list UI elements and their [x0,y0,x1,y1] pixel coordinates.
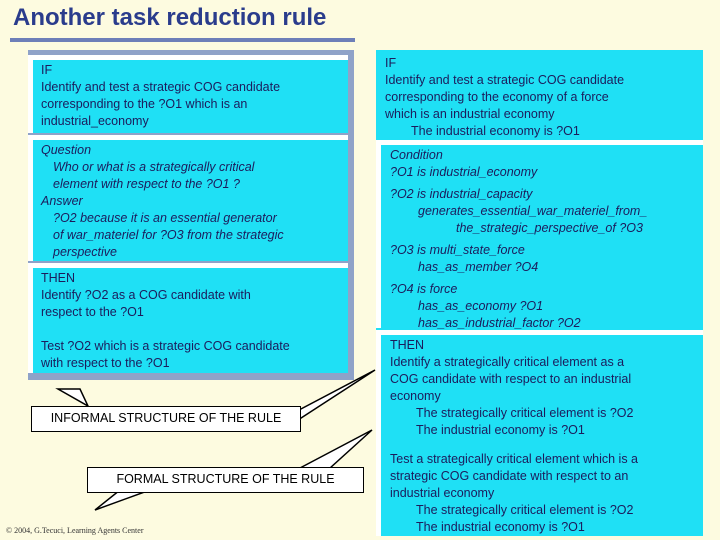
then-text: Identify ?O2 as a COG candidate with [41,288,251,302]
informal-structure-callout: INFORMAL STRUCTURE OF THE RULE [31,406,301,432]
formal-then-text: The strategically critical element is ?O2 [416,406,634,420]
formal-if-text: corresponding to the economy of a force [385,90,609,104]
answer-label: Answer [41,194,83,208]
formal-then-text: The industrial economy is ?O1 [416,423,585,437]
answer-text: ?O2 because it is an essential generator [53,211,277,225]
if-text: industrial_economy [41,114,149,128]
formal-test-text: Test a strategically critical element which is a [390,452,639,466]
answer-text: perspective [53,245,117,259]
condition-clause: generates_essential_war_materiel_from_ [418,204,648,218]
condition-clause: ?O1 is industrial_economy [390,165,538,179]
answer-text: of war_materiel for ?O3 from the strategic [53,228,284,242]
formal-then-box [376,330,703,536]
condition-clause: ?O2 is industrial_capacity [390,187,533,201]
condition-clause: ?O4 is force [390,282,458,296]
formal-test-text: The strategically critical element is ?O2 [416,503,634,517]
test-text: Test ?O2 which is a strategic COG candidate [41,339,290,353]
condition-label: Condition [390,148,443,162]
page-title: Another task reduction rule [13,4,327,31]
formal-test-text: The industrial economy is ?O1 [416,520,585,534]
condition-clause: has_as_economy ?O1 [418,299,544,313]
question-label: Question [41,143,92,157]
if-label: IF [41,63,53,77]
condition-box [376,140,703,328]
formal-test-text: industrial economy [390,486,495,500]
question-text: element with respect to the ?O1 ? [53,177,240,191]
formal-then-text: economy [390,389,441,403]
condition-clause: ?O3 is multi_state_force [390,243,525,257]
then-text: respect to the ?O1 [41,305,144,319]
condition-clause: has_as_industrial_factor ?O2 [418,316,581,330]
formal-if-text: The industrial economy is ?O1 [411,124,580,138]
if-text: Identify and test a strategic COG candidate [41,80,281,94]
formal-structure-callout: FORMAL STRUCTURE OF THE RULE [87,467,364,493]
then-label: THEN [41,271,76,285]
question-text: Who or what is a strategically critical [53,160,255,174]
formal-if-text: which is an industrial economy [385,107,555,121]
condition-clause: the_strategic_perspective_of ?O3 [456,221,643,235]
condition-clause: has_as_member ?O4 [418,260,539,274]
if-text: corresponding to the ?O1 which is an [41,97,248,111]
formal-test-text: strategic COG candidate with respect to an [390,469,629,483]
formal-then-text: COG candidate with respect to an industrial [390,372,632,386]
formal-then-text: Identify a strategically critical element as a [390,355,625,369]
formal-then-label: THEN [390,338,425,352]
formal-if-text: Identify and test a strategic COG candidate [385,73,625,87]
test-text: with respect to the ?O1 [41,356,170,370]
copyright-footer: © 2004, G.Tecuci, Learning Agents Center [6,526,144,535]
formal-if-label: IF [385,56,397,70]
